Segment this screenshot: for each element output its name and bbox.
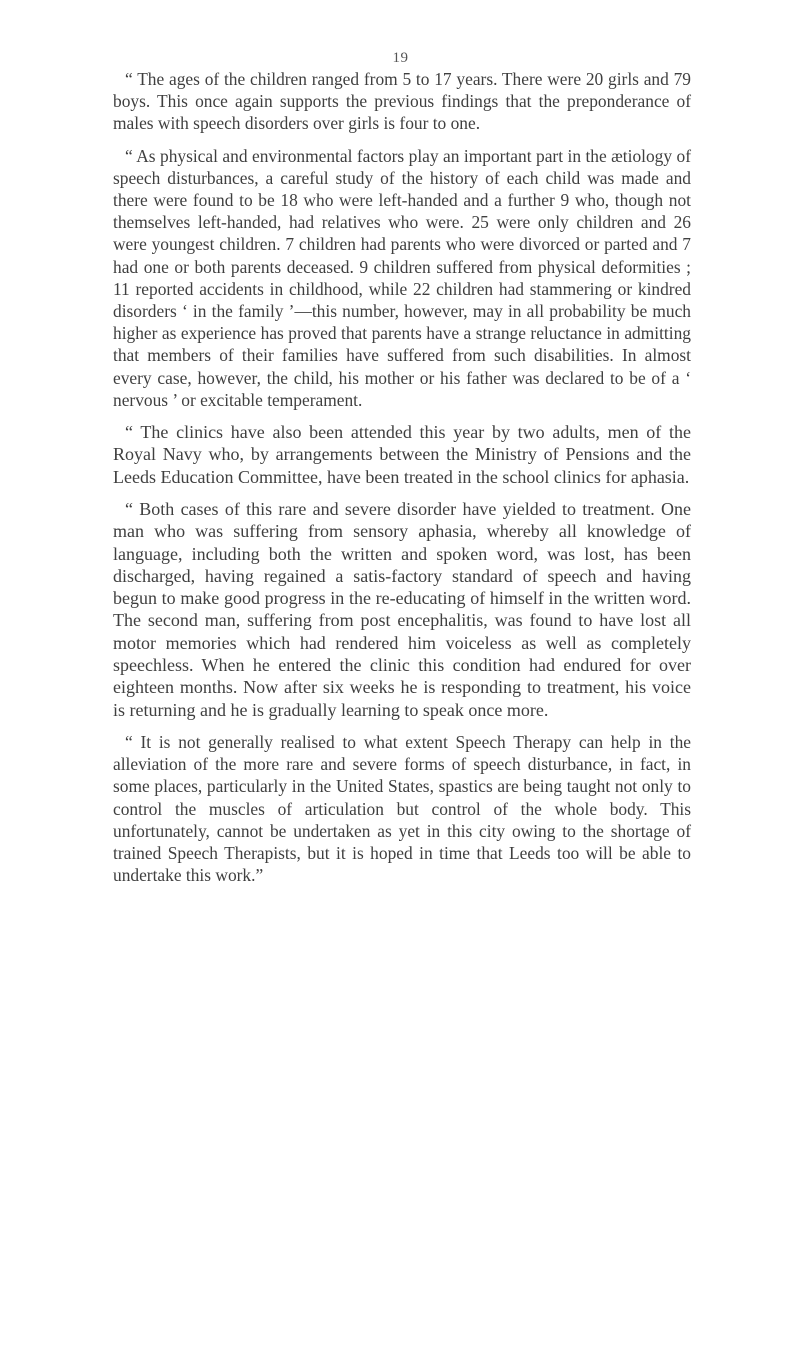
paragraph-speech-therapy: “ It is not generally realised to what extent Speech Therapy can help in the alleviation of the more rare and severe forms of speech disturbance, in fact, in some places, particularly in the United States, spastics are being taught not only to control the muscles of articulation but control of the whole body. This unfortunately, cannot be undertaken as yet in this city owing to the shortage of trained Speech Therapists, but it is hoped in time that Leeds too will be able to undertake this work.” — [113, 731, 691, 886]
paragraph-adults: “ The clinics have also been attended this year by two adults, men of the Royal Navy who, by arrangements between the Ministry of Pensions and the Leeds Education Committee, have been treated in the school clinics for aphasia. — [113, 422, 691, 487]
paragraph-factors: “ As physical and environmental factors play an important part in the ætiology of speech disturbances, a careful study of the history of each child was made and there were found to be 18 who were left-handed and a further 9 who, though not themselves left-handed, had relatives who were. 25 were only children and 26 were youngest children. 7 children had parents who were divorced or parted and 7 had one or both parents deceased. 9 children suffered from physical deformities ; 11 reported accidents in childhood, while 22 children had stammering or kindred disorders ‘ in the family ’—this number, however, may in all probability be much higher as experience has proved that parents have a strange reluctance in admitting that members of their families have suffered from such disabilities. In almost every case, however, the child, his mother or his father was declared to be of a ‘ nervous ’ or excitable temperament. — [113, 145, 691, 410]
page-number: 19 — [392, 50, 409, 66]
body-text — [113, 68, 691, 896]
paragraph-aphasia-cases: “ Both cases of this rare and severe disorder have yielded to treatment. One man who was suffering from sensory aphasia, whereby all knowledge of language, including both the written and spoken word, was lost, has been discharged, having regained a satis-factory standard of speech and having begun to make good progress in the re-educating of himself in the written word. The second man, suffering from post encephalitis, was found to have lost all motor memories which had rendered him voiceless as well as completely speechless. When he entered the clinic this condition had endured for over eighteen months. Now after six weeks he is responding to treatment, his voice is returning and he is gradually learning to speak once more. — [113, 498, 691, 720]
paragraph-ages: “ The ages of the children ranged from 5 to 17 years. There were 20 girls and 79 boys. This once again supports the previous findings that the preponderance of males with speech disorders over girls is four to one. — [113, 69, 691, 134]
